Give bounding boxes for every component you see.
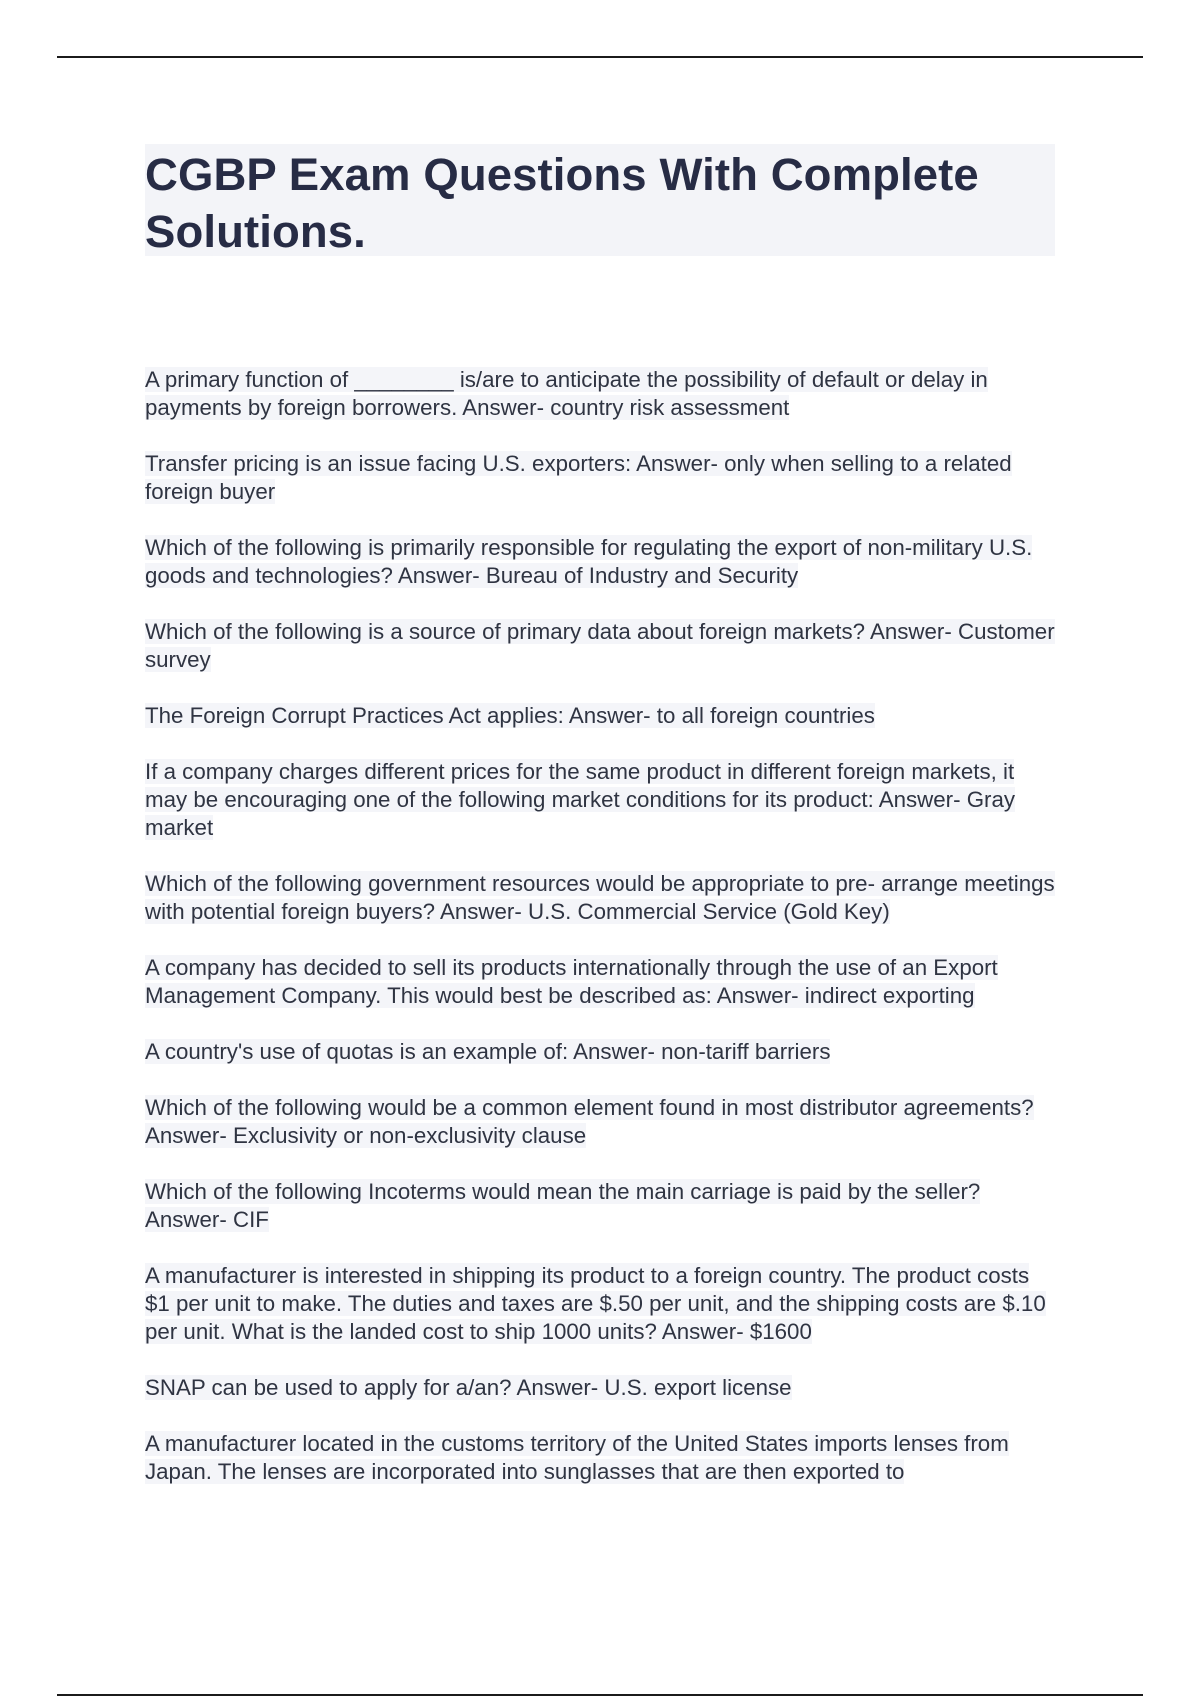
qa-text: Which of the following government resources would be appropriate to pre- arrange meetings with potential foreign buyers? Answer- U.S. Commercial Service (Gold Key) [145, 871, 1055, 924]
qa-item [145, 1374, 1055, 1402]
qa-text: A primary function of ________ is/are to anticipate the possibility of default or delay in payments by foreign borrowers. Answer- country risk assessment [145, 367, 988, 420]
qa-item [145, 366, 1055, 422]
qa-text: The Foreign Corrupt Practices Act applies: Answer- to all foreign countries [145, 703, 875, 728]
qa-item [145, 1178, 1055, 1234]
title-block [145, 144, 1055, 256]
qa-item [145, 450, 1055, 506]
qa-text: Which of the following is a source of primary data about foreign markets? Answer- Customer survey [145, 619, 1055, 672]
header-rule [57, 56, 1143, 58]
qa-item [145, 702, 1055, 730]
qa-item [145, 758, 1055, 842]
qa-item [145, 1038, 1055, 1066]
qa-text: Transfer pricing is an issue facing U.S. exporters: Answer- only when selling to a related foreign buyer [145, 451, 1012, 504]
qa-item [145, 534, 1055, 590]
qa-text: Which of the following Incoterms would mean the main carriage is paid by the seller? Answer- CIF [145, 1179, 981, 1232]
footer-rule [57, 1694, 1143, 1696]
qa-text: If a company charges different prices for the same product in different foreign markets, it may be encouraging one of the following market conditions for its product: Answer- Gray market [145, 759, 1016, 840]
document-title: CGBP Exam Questions With Complete Solutions. [145, 149, 979, 257]
qa-item [145, 618, 1055, 674]
qa-list [145, 366, 1055, 1514]
qa-item [145, 1094, 1055, 1150]
qa-item [145, 1430, 1055, 1486]
qa-text: A country's use of quotas is an example of: Answer- non-tariff barriers [145, 1039, 831, 1064]
qa-text: A manufacturer located in the customs territory of the United States imports lenses from Japan. The lenses are incorporated into sunglasses that are then exported to [145, 1431, 1009, 1484]
qa-text: Which of the following is primarily responsible for regulating the export of non-military U.S. goods and technologies? Answer- Bureau of Industry and Security [145, 535, 1033, 588]
qa-text: A manufacturer is interested in shipping its product to a foreign country. The product costs $1 per unit to make. The duties and taxes are $.50 per unit, and the shipping costs are $.10 per unit. What is the landed cost to ship 1000 units? Answer- $1600 [145, 1263, 1046, 1344]
qa-item [145, 870, 1055, 926]
qa-item [145, 1262, 1055, 1346]
qa-text: A company has decided to sell its products internationally through the use of an Export Management Company. This would best be described as: Answer- indirect exporting [145, 955, 998, 1008]
qa-item [145, 954, 1055, 1010]
qa-text: SNAP can be used to apply for a/an? Answer- U.S. export license [145, 1375, 792, 1400]
qa-text: Which of the following would be a common element found in most distributor agreements? Answer- Exclusivity or non-exclusivity clause [145, 1095, 1034, 1148]
